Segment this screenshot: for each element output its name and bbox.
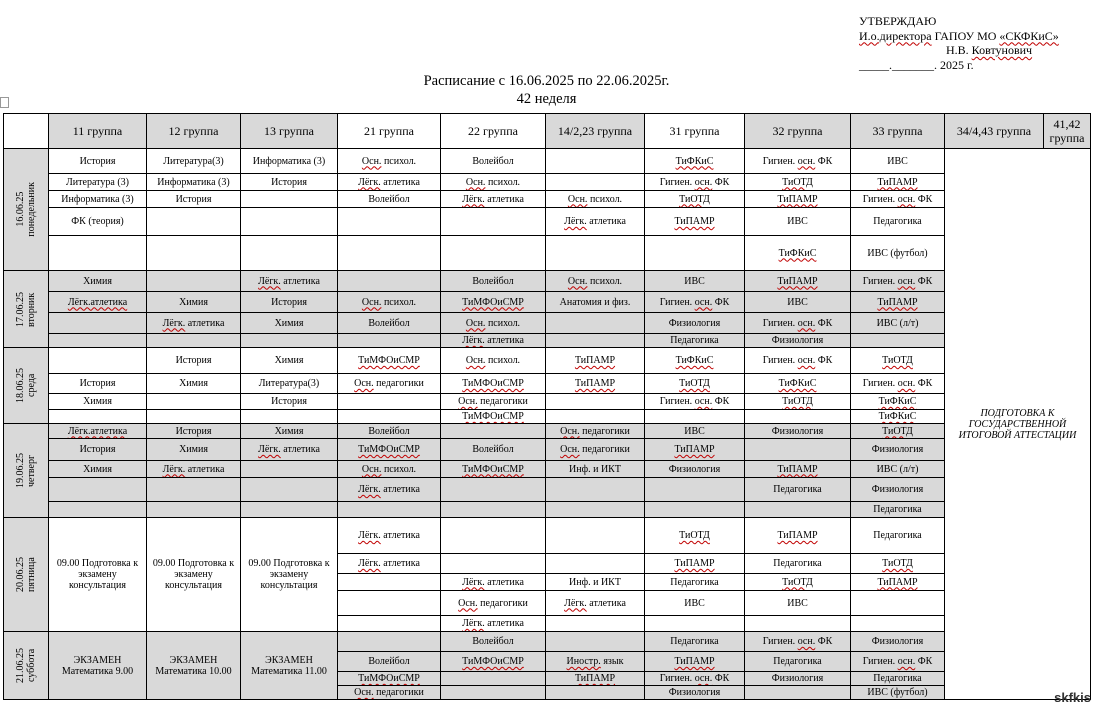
day-weekday: понедельник (26, 182, 37, 237)
lesson-cell: ТиМФОиСМР (441, 410, 546, 424)
lesson-cell: Осн. психол. (441, 313, 546, 334)
lesson-cell: История (49, 149, 147, 174)
group-header: 31 группа (645, 114, 745, 149)
lesson-cell: ТиОТД (745, 174, 851, 191)
day-weekday: среда (26, 373, 37, 398)
lesson-cell: ТиМФОиСМР (441, 292, 546, 313)
lesson-cell: ТиОТД (745, 574, 851, 591)
lesson-cell: Литература (3) (49, 174, 147, 191)
lesson-cell: ТиМФОиСМР (338, 348, 441, 374)
gia-preparation-note: ПОДГОТОВКА К ГОСУДАРСТВЕННОЙ ИТОГОВОЙ АТТЕСТАЦИИ (945, 149, 1091, 700)
schedule-row (4, 394, 1091, 410)
schedule-row (4, 348, 1091, 374)
lesson-cell (441, 236, 546, 271)
lesson-cell (338, 632, 441, 652)
group-header: 13 группа (241, 114, 338, 149)
schedule-row (4, 149, 1091, 174)
lesson-cell: Педагогика (851, 208, 945, 236)
lesson-cell: ТиМФОиСМР (338, 672, 441, 686)
group-header: 34/4,43 группа (945, 114, 1044, 149)
schedule-row (4, 313, 1091, 334)
schedule-row (4, 236, 1091, 271)
lesson-cell (546, 632, 645, 652)
lesson-cell: ТиПАМР (745, 461, 851, 478)
lesson-cell: ТиОТД (851, 348, 945, 374)
lesson-cell: Информатика (3) (147, 174, 241, 191)
day-date: 19.06.25 (15, 453, 26, 488)
lesson-cell: Химия (147, 292, 241, 313)
lesson-cell: Педагогика (745, 554, 851, 574)
lesson-cell: ТиМФОиСМР (441, 652, 546, 672)
lesson-cell: Литература(3) (147, 149, 241, 174)
group-header: 33 группа (851, 114, 945, 149)
lesson-cell (851, 334, 945, 348)
lesson-cell: Физиология (645, 686, 745, 700)
lesson-cell: ИВС (футбол) (851, 686, 945, 700)
lesson-cell (241, 236, 338, 271)
lesson-cell: История (241, 174, 338, 191)
lesson-cell: Педагогика (851, 672, 945, 686)
lesson-cell: Лёгк. атлетика (338, 478, 441, 502)
schedule-row (4, 374, 1091, 394)
day-label-cell (4, 271, 49, 348)
lesson-cell (338, 410, 441, 424)
lesson-cell: ТиОТД (645, 191, 745, 208)
lesson-cell: Физиология (645, 313, 745, 334)
lesson-cell: ТиПАМР (745, 271, 851, 292)
lesson-cell: ТиПАМР (546, 672, 645, 686)
schedule-row (4, 478, 1091, 502)
day-label-cell (4, 632, 49, 700)
lesson-cell: Лёгк.атлетика (49, 292, 147, 313)
header-row (4, 114, 1091, 149)
lesson-cell (338, 591, 441, 616)
lesson-cell: ИВС (645, 591, 745, 616)
lesson-cell (645, 410, 745, 424)
lesson-cell (441, 208, 546, 236)
lesson-cell: Педагогика (745, 652, 851, 672)
lesson-cell: Гигиен. осн. ФК (851, 191, 945, 208)
group-header: 21 группа (338, 114, 441, 149)
lesson-cell: Гигиен. осн. ФК (645, 292, 745, 313)
lesson-cell: ИВС (645, 271, 745, 292)
lesson-cell: Иностр. язык (546, 652, 645, 672)
lesson-cell: Педагогика (645, 334, 745, 348)
lesson-cell (441, 554, 546, 574)
lesson-cell (147, 271, 241, 292)
lesson-cell: Волейбол (338, 313, 441, 334)
day-date: 21.06.25 (15, 648, 26, 683)
lesson-cell (441, 686, 546, 700)
lesson-cell: ТиПАМР (851, 174, 945, 191)
lesson-cell (338, 236, 441, 271)
lesson-cell: Гигиен. осн. ФК (745, 348, 851, 374)
lesson-cell: ИВС (745, 292, 851, 313)
lesson-cell: Гигиен. осн. ФК (645, 394, 745, 410)
schedule-row (4, 502, 1091, 518)
lesson-cell (546, 502, 645, 518)
lesson-cell (49, 502, 147, 518)
schedule-row (4, 439, 1091, 461)
lesson-cell: Гигиен. осн. ФК (645, 672, 745, 686)
corner-cell (4, 114, 49, 149)
schedule-row (4, 208, 1091, 236)
lesson-cell (147, 208, 241, 236)
lesson-cell: ТиФКиС (645, 348, 745, 374)
lesson-cell (338, 502, 441, 518)
lesson-cell (441, 502, 546, 518)
lesson-cell: Лёгк. атлетика (441, 616, 546, 632)
schedule-row (4, 424, 1091, 439)
lesson-cell: Гигиен. осн. ФК (645, 174, 745, 191)
lesson-cell: Осн. психол. (338, 149, 441, 174)
schedule-row (4, 461, 1091, 478)
lesson-cell (546, 174, 645, 191)
lesson-cell: Гигиен. осн. ФК (851, 271, 945, 292)
lesson-cell: Педагогика (745, 478, 851, 502)
lesson-cell (147, 334, 241, 348)
lesson-cell: ИВС (851, 149, 945, 174)
lesson-cell: Волейбол (338, 191, 441, 208)
lesson-cell (338, 208, 441, 236)
schedule-row (4, 334, 1091, 348)
watermark-logo: skfkis (1054, 690, 1091, 705)
lesson-cell: Осн. педагогики (546, 424, 645, 439)
lesson-cell: Осн. педагогики (441, 394, 546, 410)
lesson-cell: История (49, 439, 147, 461)
lesson-cell (645, 502, 745, 518)
lesson-cell: Физиология (851, 439, 945, 461)
lesson-cell: ИВС (745, 208, 851, 236)
lesson-cell: Педагогика (645, 632, 745, 652)
lesson-cell: Лёгк. атлетика (338, 554, 441, 574)
lesson-cell: Волейбол (441, 271, 546, 292)
lesson-cell (49, 348, 147, 374)
lesson-cell (49, 334, 147, 348)
group-header: 11 группа (49, 114, 147, 149)
lesson-cell: Осн. психол. (546, 191, 645, 208)
day-weekday: суббота (26, 648, 37, 683)
schedule-title (0, 72, 1093, 108)
lesson-cell (546, 478, 645, 502)
lesson-cell (241, 191, 338, 208)
lesson-cell (546, 236, 645, 271)
lesson-cell: Волейбол (441, 632, 546, 652)
approval-line-2: И.о.директора ГАПОУ МО «СКФКиС» (859, 28, 1059, 43)
day-weekday: четверг (26, 454, 37, 487)
schedule-row (4, 518, 1091, 554)
lesson-cell: Химия (147, 374, 241, 394)
lesson-cell: Педагогика (645, 574, 745, 591)
lesson-cell (546, 518, 645, 554)
lesson-cell: Осн. педагогики (338, 374, 441, 394)
lesson-cell: ТиОТД (645, 518, 745, 554)
lesson-cell: Лёгк. атлетика (441, 574, 546, 591)
lesson-cell: ИВС (745, 591, 851, 616)
lesson-cell (745, 616, 851, 632)
lesson-cell: ТиОТД (851, 554, 945, 574)
lesson-cell: ТиПАМР (745, 191, 851, 208)
lesson-cell (851, 616, 945, 632)
lesson-cell (338, 394, 441, 410)
lesson-cell (645, 616, 745, 632)
lesson-cell: ИВС (л/т) (851, 313, 945, 334)
lesson-cell: Литература(3) (241, 374, 338, 394)
lesson-cell (441, 478, 546, 502)
schedule-row (4, 632, 1091, 652)
lesson-cell: ТиФКиС (745, 374, 851, 394)
lesson-cell: Волейбол (441, 439, 546, 461)
lesson-cell (241, 461, 338, 478)
schedule-row (4, 271, 1091, 292)
lesson-cell (441, 672, 546, 686)
lesson-cell (49, 478, 147, 502)
title-line-1: Расписание с 16.06.2025 по 22.06.2025г. (423, 73, 670, 89)
lesson-cell: Лёгк. атлетика (441, 191, 546, 208)
day-date: 20.06.25 (15, 557, 26, 592)
lesson-cell: Осн. психол. (338, 461, 441, 478)
day-label (15, 557, 37, 592)
lesson-cell: Лёгк. атлетика (241, 439, 338, 461)
lesson-cell (546, 686, 645, 700)
lesson-cell: Информатика (3) (49, 191, 147, 208)
day-date: 18.06.25 (15, 368, 26, 403)
lesson-cell: Химия (49, 394, 147, 410)
schedule-body (4, 149, 1091, 700)
lesson-cell (546, 554, 645, 574)
lesson-cell: Физиология (745, 424, 851, 439)
lesson-cell (441, 518, 546, 554)
lesson-cell: ТиМФОиСМР (338, 439, 441, 461)
exam-cell: ЭКЗАМЕН Математика 10.00 (147, 632, 241, 700)
schedule-row (4, 174, 1091, 191)
lesson-cell: Педагогика (851, 502, 945, 518)
day-label (15, 453, 37, 488)
lesson-cell: ТиПАМР (645, 652, 745, 672)
lesson-cell: ТиФКиС (851, 410, 945, 424)
lesson-cell (49, 410, 147, 424)
lesson-cell (745, 686, 851, 700)
day-label (15, 292, 37, 327)
lesson-cell: Химия (241, 424, 338, 439)
lesson-cell: ТиМФОиСМР (441, 461, 546, 478)
lesson-cell: ТиМФОиСМР (441, 374, 546, 394)
lesson-cell: Осн. психол. (441, 174, 546, 191)
lesson-cell: Лёгк. атлетика (338, 518, 441, 554)
lesson-cell: Физиология (745, 672, 851, 686)
lesson-cell: ТиФКиС (745, 236, 851, 271)
lesson-cell: ИВС (л/т) (851, 461, 945, 478)
lesson-cell: Физиология (645, 461, 745, 478)
schedule-table (3, 113, 1091, 700)
lesson-cell: Химия (147, 439, 241, 461)
consultation-cell: 09.00 Подготовка к экзамену консультация (147, 518, 241, 632)
lesson-cell: Информатика (3) (241, 149, 338, 174)
lesson-cell: Гигиен. осн. ФК (745, 149, 851, 174)
lesson-cell: Лёгк. атлетика (441, 334, 546, 348)
lesson-cell (338, 616, 441, 632)
lesson-cell: Инф. и ИКТ (546, 461, 645, 478)
day-label (15, 182, 37, 237)
lesson-cell (546, 394, 645, 410)
lesson-cell: ИВС (футбол) (851, 236, 945, 271)
lesson-cell: Осн. педагогики (441, 591, 546, 616)
lesson-cell: ТиПАМР (645, 208, 745, 236)
approval-line-4: _____._______. 2025 г. (859, 57, 974, 72)
consultation-cell: 09.00 Подготовка к экзамену консультация (49, 518, 147, 632)
group-header: 22 группа (441, 114, 546, 149)
lesson-cell: Лёгк. атлетика (546, 208, 645, 236)
lesson-cell: ФК (теория) (49, 208, 147, 236)
day-date: 17.06.25 (15, 291, 26, 327)
lesson-cell: Анатомия и физ. (546, 292, 645, 313)
lesson-cell (645, 236, 745, 271)
lesson-cell (645, 478, 745, 502)
lesson-cell: ТиПАМР (745, 518, 851, 554)
paragraph-mark (0, 97, 9, 108)
lesson-cell (241, 208, 338, 236)
lesson-cell (338, 271, 441, 292)
lesson-cell (546, 616, 645, 632)
lesson-cell: Физиология (745, 334, 851, 348)
group-header: 41,42 группа (1044, 114, 1091, 149)
lesson-cell: Осн. психол. (338, 292, 441, 313)
approval-line-3: Н.В. Ковтунович (946, 43, 1033, 57)
lesson-cell: ТиПАМР (851, 292, 945, 313)
lesson-cell (546, 313, 645, 334)
approval-line-1: УТВЕРЖДАЮ (859, 14, 937, 28)
lesson-cell: Осн. психол. (441, 348, 546, 374)
exam-cell: ЭКЗАМЕН Математика 11.00 (241, 632, 338, 700)
schedule-row (4, 191, 1091, 208)
lesson-cell: Лёгк. атлетика (147, 313, 241, 334)
lesson-cell: История (49, 374, 147, 394)
schedule-row (4, 410, 1091, 424)
day-label-cell (4, 348, 49, 424)
lesson-cell: Гигиен. осн. ФК (745, 313, 851, 334)
lesson-cell: История (147, 424, 241, 439)
group-header: 12 группа (147, 114, 241, 149)
lesson-cell: История (241, 292, 338, 313)
lesson-cell: Инф. и ИКТ (546, 574, 645, 591)
lesson-cell: Физиология (851, 632, 945, 652)
lesson-cell (241, 502, 338, 518)
lesson-cell: Лёгк. атлетика (147, 461, 241, 478)
lesson-cell (49, 236, 147, 271)
lesson-cell: ТиПАМР (546, 374, 645, 394)
lesson-cell: Волейбол (338, 652, 441, 672)
lesson-cell: Гигиен. осн. ФК (851, 374, 945, 394)
lesson-cell: Осн. педагогики (546, 439, 645, 461)
exam-cell: ЭКЗАМЕН Математика 9.00 (49, 632, 147, 700)
lesson-cell (147, 236, 241, 271)
lesson-cell (745, 439, 851, 461)
lesson-cell: Химия (49, 271, 147, 292)
lesson-cell: Лёгк.атлетика (49, 424, 147, 439)
lesson-cell: ТиОТД (851, 424, 945, 439)
lesson-cell: Химия (241, 348, 338, 374)
lesson-cell: ИВС (645, 424, 745, 439)
lesson-cell (241, 334, 338, 348)
lesson-cell: ТиФКиС (645, 149, 745, 174)
day-weekday: пятница (26, 557, 37, 592)
lesson-cell: Осн. психол. (546, 271, 645, 292)
lesson-cell (546, 149, 645, 174)
lesson-cell: Физиология (851, 478, 945, 502)
lesson-cell: ТиОТД (645, 374, 745, 394)
day-label-cell (4, 149, 49, 271)
lesson-cell (49, 313, 147, 334)
lesson-cell (851, 591, 945, 616)
lesson-cell: История (147, 348, 241, 374)
lesson-cell (241, 478, 338, 502)
lesson-cell: ТиПАМР (851, 574, 945, 591)
lesson-cell: Химия (49, 461, 147, 478)
lesson-cell: Педагогика (851, 518, 945, 554)
lesson-cell: Лёгк. атлетика (338, 174, 441, 191)
lesson-cell (441, 424, 546, 439)
lesson-cell (546, 334, 645, 348)
day-label-cell (4, 518, 49, 632)
lesson-cell (241, 410, 338, 424)
lesson-cell (745, 502, 851, 518)
lesson-cell (147, 394, 241, 410)
lesson-cell (338, 574, 441, 591)
lesson-cell (338, 334, 441, 348)
lesson-cell: Лёгк. атлетика (241, 271, 338, 292)
lesson-cell: Лёгк. атлетика (546, 591, 645, 616)
lesson-cell (147, 410, 241, 424)
day-label (15, 648, 37, 683)
lesson-cell: Осн. педагогики (338, 686, 441, 700)
lesson-cell (546, 410, 645, 424)
lesson-cell (745, 410, 851, 424)
lesson-cell: Гигиен. осн. ФК (851, 652, 945, 672)
group-header: 32 группа (745, 114, 851, 149)
consultation-cell: 09.00 Подготовка к экзамену консультация (241, 518, 338, 632)
lesson-cell: История (241, 394, 338, 410)
lesson-cell: ТиФКиС (851, 394, 945, 410)
lesson-cell (147, 502, 241, 518)
lesson-cell: ТиОТД (745, 394, 851, 410)
day-date: 16.06.25 (15, 192, 26, 227)
schedule-row (4, 292, 1091, 313)
day-label-cell (4, 424, 49, 518)
day-weekday: вторник (26, 291, 37, 327)
lesson-cell: ТиПАМР (546, 348, 645, 374)
lesson-cell: Волейбол (441, 149, 546, 174)
title-line-2: 42 неделя (516, 91, 577, 107)
lesson-cell: Химия (241, 313, 338, 334)
lesson-cell: История (147, 191, 241, 208)
approval-block (859, 14, 1059, 72)
lesson-cell: ТиПАМР (645, 554, 745, 574)
lesson-cell: Гигиен. осн. ФК (745, 632, 851, 652)
group-header: 14/2,23 группа (546, 114, 645, 149)
lesson-cell: ТиПАМР (645, 439, 745, 461)
lesson-cell: Волейбол (338, 424, 441, 439)
day-label (15, 368, 37, 403)
lesson-cell (147, 478, 241, 502)
